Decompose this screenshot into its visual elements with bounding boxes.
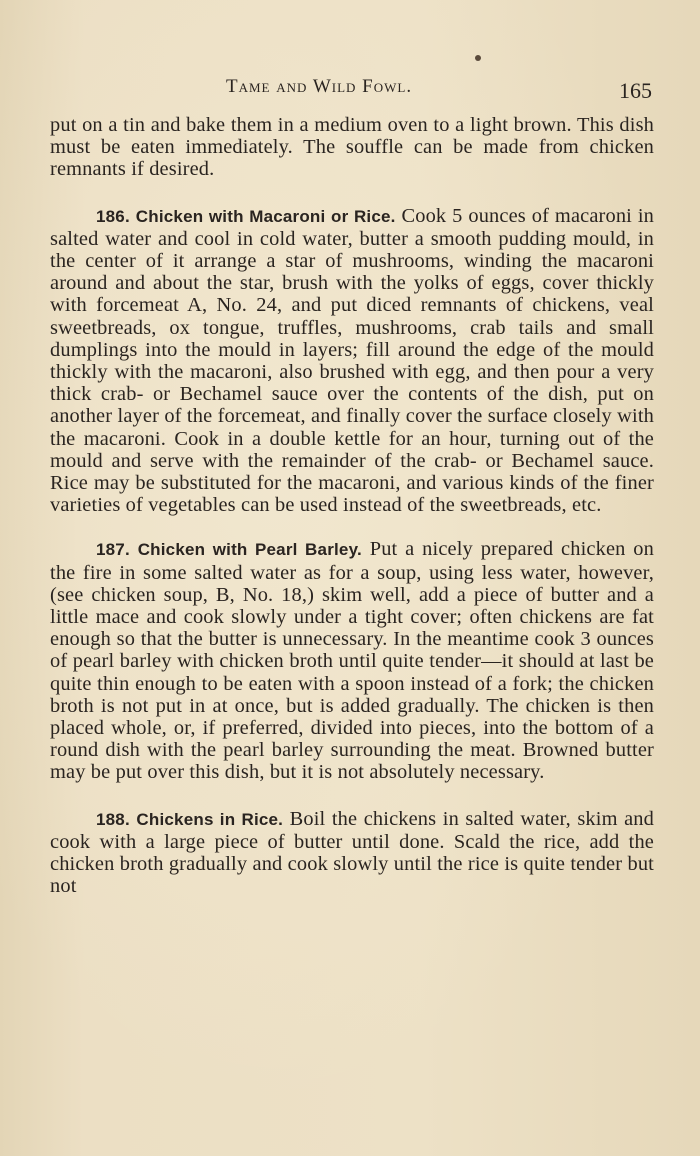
page-number: 165 (619, 78, 652, 103)
recipe-title: Chicken with Macaroni or Rice. (135, 206, 396, 226)
recipe-title: Chickens in Rice. (136, 809, 284, 829)
page-header (54, 72, 654, 104)
page-body (50, 114, 654, 898)
continuation-paragraph: put on a tin and bake them in a medium oven to a light brown. This dish must be eaten immediately. The souffle can be made from chicken remnants if desired. (50, 114, 654, 181)
recipe-188 (50, 808, 654, 898)
print-speck (475, 55, 481, 61)
recipe-text: Cook 5 ounces of macaroni in salted water and cool in cold water, butter a smooth pudding mould, in the center of it arrange a star of mushrooms, winding the macaroni around and about the star, brush with the yolks of eggs, cover thickly with forcemeat A, No. 24, and put diced remnants of chickens, veal sweetbreads, ox tongue, truffles, mushrooms, crab tails and small dumplings into the mould in layers; fill around the edge of the mould thickly with the macaroni, also brushed with egg, and then pour a very thick crab- or Bechamel sauce over the contents of the dish, put on another layer of the forcemeat, and finally cover the surface closely with the macaroni. Cook in a double kettle for an hour, turning out of the mould and serve with the remainder of the crab- or Bechamel sauce. Rice may be substituted for the macaroni, and various kinds of the finer varieties of vegetables can be used instead of the sweetbreads, etc. (50, 204, 655, 517)
recipe-number: 186. (96, 206, 130, 226)
recipe-text: Put a nicely prepared chicken on the fire in some salted water as for a soup, using less water, however, (see chicken soup, B, No. 18,) skim well, add a piece of butter and a little mace and cook slowly under a tight cover; often chickens are fat enough so that the butter is unnecessary. In the meantime cook 3 ounces of pearl barley with chicken broth until quite tender—it should at last be quite thin enough to be eaten with a spoon instead of a fork; the chicken broth is not put in at once, but is added gradually. The chicken is then placed whole, or, if preferred, divided into pieces, into the bottom of a round dish with the pearl barley surrounding the meat. Browned butter may be put over this dish, but it is not absolutely necessary. (50, 538, 654, 784)
recipe-number: 188. (96, 809, 130, 829)
recipe-title: Chicken with Pearl Barley. (137, 540, 362, 560)
recipe-text: Boil the chickens in salted water, skim and cook with a large piece of butter until done. Scald the rice, add the chicken broth gradually and cook slowly until the rice is quite tender but not (50, 807, 654, 898)
recipe-187 (50, 538, 654, 783)
running-head: Tame and Wild Fowl. (226, 76, 413, 97)
recipe-186 (50, 205, 654, 517)
recipe-number: 187. (96, 540, 130, 560)
